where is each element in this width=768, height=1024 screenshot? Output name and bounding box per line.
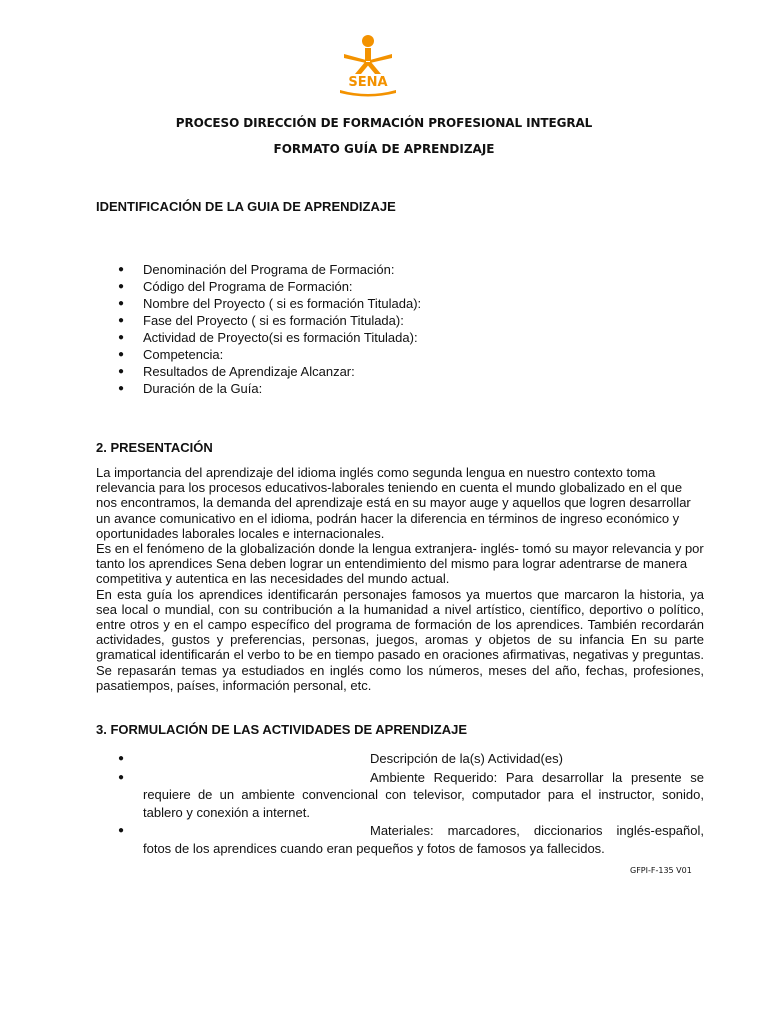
format-title: FORMATO GUÍA DE APRENDIZAJE [273,142,495,156]
list-item: ● Denominación del Programa de Formación: [118,262,395,277]
list-item: ● Descripción de la(s) Actividad(es) [118,751,563,766]
bullet-icon: ● [118,825,125,836]
form-code: GFPI-F-135 V01 [630,866,692,875]
list-item: ● Materiales: marcadores, diccionarios inglés-español, fotos de los aprendices cuando eran pequeños y fotos de famosos ya fallecidos. [118,823,704,856]
list-item: ● Competencia: [118,347,224,362]
identification-heading: IDENTIFICACIÓN DE LA GUIA DE APRENDIZAJE [96,199,396,214]
bullet-icon: ● [118,298,125,309]
list-item: ● Resultados de Aprendizaje Alcanzar: [118,364,355,379]
logo-text: SENA [348,75,388,90]
list-item: ● Ambiente Requerido: Para desarrollar la presente se requiere de un ambiente convencional con televisor, computador para el instructor, sonido, tablero y conexión a internet. [118,769,704,820]
presentation-paragraph: Es en el fenómeno de la globalización donde la lengua extranjera- inglés- tomó su mayor relevancia y por tanto los aprendices Sena deben lograr un entendimiento del mismo para lograr adentrarse de manera competitiva y autentica en las necesidades del mundo actual. [96,541,704,587]
presentation-body [96,465,704,693]
presentation-heading: 2. PRESENTACIÓN [96,440,213,455]
bullet-icon: ● [118,281,125,292]
list-item: ● Nombre del Proyecto ( si es formación Titulada): [118,296,422,311]
bullet-icon: ● [118,264,125,275]
presentation-paragraph: En esta guía los aprendices identificarán personajes famosos ya muertos que marcaron la historia, ya sea local o mundial, con su contribución a la humanidad a nivel artístico, científico, deportivo o político, entre otros y en el campo específico del programa de formación de los aprendices. También recordarán actividades, gustos y preferencias, personas, juegos, aromas y objetos de su infancia En su parte gramatical identificarán el verbo to be en tiempo pasado en oraciones afirmativas, negativas y preguntas. Se repasarán temas ya estudiados en inglés como los números, meses del año, fechas, profesiones, pasatiempos, países, información personal, etc. [96,586,704,693]
bullet-icon: ● [118,349,125,360]
bullet-icon: ● [118,366,125,377]
bullet-icon: ● [118,753,125,764]
bullet-icon: ● [118,383,125,394]
list-item: ● Fase del Proyecto ( si es formación Titulada): [118,313,404,328]
list-item: ● Actividad de Proyecto(si es formación Titulada): [118,330,418,345]
list-item: ● Duración de la Guía: [118,381,263,396]
sena-logo [336,34,400,100]
bullet-icon: ● [118,332,125,343]
bullet-icon: ● [118,771,125,783]
bullet-icon: ● [118,315,125,326]
activities-list [118,750,704,858]
identification-list [118,261,421,397]
presentation-paragraph: La importancia del aprendizaje del idioma inglés como segunda lengua en nuestro contexto toma relevancia para los procesos educativos-laborales teniendo en cuenta el mundo globalizado en el que nos encontramos, la demanda del aprendizaje está en su mayor auge y aquellos que logren desarrollar un avance comunicativo en el idioma, podrán hacer la diferencia en términos de ingreso económico y oportunidades laborales locales e internacionales. [96,465,691,541]
list-item: ● Código del Programa de Formación: [118,279,353,294]
process-title: PROCESO DIRECCIÓN DE FORMACIÓN PROFESIONAL INTEGRAL [175,116,593,130]
activities-heading: 3. FORMULACIÓN DE LAS ACTIVIDADES DE APRENDIZAJE [96,722,468,737]
